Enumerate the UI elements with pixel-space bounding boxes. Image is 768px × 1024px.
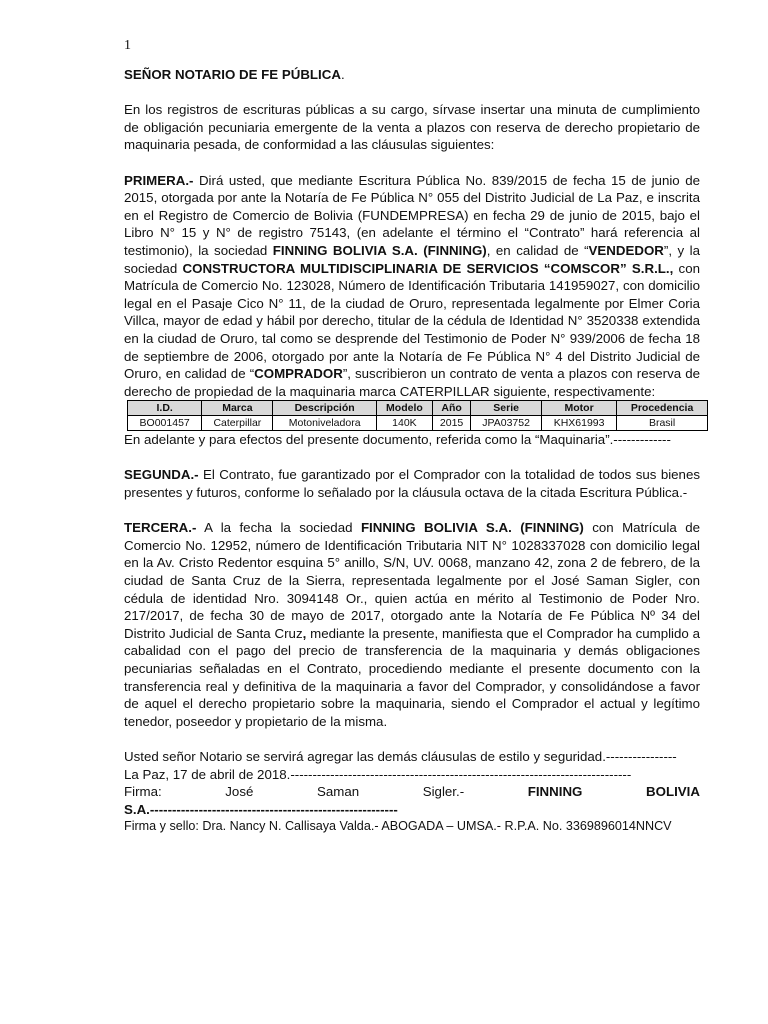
clause-text: A la fecha la sociedad xyxy=(196,520,361,536)
table-header-row xyxy=(128,401,708,416)
machinery-table xyxy=(127,400,708,431)
clause-primera xyxy=(124,172,700,401)
heading xyxy=(124,66,700,84)
table-header-cell: I.D. xyxy=(128,401,202,416)
table-cell: BO001457 xyxy=(128,416,202,431)
seal-line: Firma y sello: Dra. Nancy N. Callisaya Valda.- ABOGADA – UMSA.- R.P.A. No. 3369896014NNCV xyxy=(124,819,672,834)
bold-comma: , xyxy=(302,625,307,641)
role-name: COMPRADOR xyxy=(254,366,343,382)
table-header-cell: Procedencia xyxy=(617,401,708,416)
signature-company-word: FINNING xyxy=(527,784,583,800)
signature-word: Saman xyxy=(316,784,360,800)
party-name: CONSTRUCTORA MULTIDISCIPLINARIA DE SERVICIOS “COMSCOR” S.R.L., xyxy=(182,260,674,276)
clause-text: mediante la presente, manifiesta que el Comprador ha cumplido a cabalidad con el pago del precio de transferencia de la maquinaria y demás obligaciones pecuniarias señaladas en el Contrato, procediendo mediante el presente documento con la transferencia real y definitiva de la maquinaria a favor del Comprador, y consolidándose a favor de aquel el derecho propietario sobre la maquinaria, siendo el Comprador el actual y legítimo tenedor, poseedor y propietario de la misma. xyxy=(124,625,700,729)
clause-text: ”, suscribieron un contrato de venta a plazos con reserva de derecho de propiedad de la maquinaria marca CATERPILLAR siguiente, respectivamente: xyxy=(124,366,700,399)
signature-line xyxy=(124,783,700,801)
table-cell: 2015 xyxy=(433,416,471,431)
table-cell: Caterpillar xyxy=(202,416,273,431)
party-name: FINNING BOLIVIA S.A. (FINNING) xyxy=(272,242,487,258)
table-header-cell: Motor xyxy=(542,401,617,416)
signature-company-word: BOLIVIA xyxy=(646,784,700,800)
table-header-cell: Descripción xyxy=(273,401,376,416)
intro-paragraph: En los registros de escrituras públicas a su cargo, sírvase insertar una minuta de cumplimiento de obligación pecuniaria emergente de la venta a plazos con reserva de derecho propietario de maquinaria pesada, de conformidad a las cláusulas siguientes: xyxy=(124,102,700,153)
table-cell: Brasil xyxy=(617,416,708,431)
after-table-line: En adelante y para efectos del presente documento, referida como la “Maquinaria”.------------- xyxy=(124,432,671,448)
table-header-cell: Modelo xyxy=(376,401,432,416)
clause-text: , en calidad de “ xyxy=(486,242,589,258)
table-cell: Motoniveladora xyxy=(273,416,376,431)
document-body xyxy=(124,66,700,836)
signature-word: José xyxy=(225,784,254,800)
clause-tercera xyxy=(124,519,700,730)
clause-label: PRIMERA.- xyxy=(124,172,194,188)
heading-period: . xyxy=(340,67,345,82)
table-header-cell: Serie xyxy=(471,401,542,416)
heading-text: SEÑOR NOTARIO DE FE PÚBLICA xyxy=(124,67,341,82)
closing-line: Usted señor Notario se servirá agregar las demás cláusulas de estilo y seguridad.---------------- xyxy=(124,748,677,764)
clause-text: Dirá usted, que mediante Escritura Pública No. 839/2015 de fecha 15 de junio de 2015, otorgada por ante la Notaría de Fe Pública N° 055 del Distrito Judicial de La Paz, e inscrita en el Registro de Comercio de Bolivia (FUNDEMPRESA) en fecha 29 de junio de 2015, bajo el Libro N° 15 y N° de registro 75143, (en adelante el término el “Contrato” hará referencia al testimonio), la sociedad xyxy=(124,172,700,258)
table-cell: 140K xyxy=(376,416,432,431)
table-header-cell: Marca xyxy=(202,401,273,416)
clause-label: TERCERA.- xyxy=(124,520,197,536)
clause-label: SEGUNDA.- xyxy=(124,467,199,483)
signature-line-continued xyxy=(124,801,700,819)
role-name: VENDEDOR xyxy=(588,242,664,258)
clause-text: ”, y la sociedad xyxy=(124,242,701,276)
party-name: FINNING BOLIVIA S.A. (FINNING) xyxy=(360,520,584,536)
signature-company-end: S.A.-------------------------------------------------------- xyxy=(124,801,398,817)
clause-text: con Matrícula de Comercio No. 12952, número de Identificación Tributaria NIT N° 1028337028 con domicilio legal en la Av. Cristo Redentor esquina 5° anillo, S/N, UV. 0068, manzano 42, zona 2 de febrero, de la ciudad de Santa Cruz de la Sierra, representada legalmente por el José Saman Sigler, con cédula de identidad Nro. 3094148 Or., quien actúa en mérito al Testimonio de Poder Nro. 217/2017, de fecha 30 de mayo de 2017, otorgado ante la Notaría de Fe Pública Nº 34 del Distrito Judicial de Santa Cruz xyxy=(124,520,700,641)
page-number: 1 xyxy=(124,38,131,53)
table-cell: KHX61993 xyxy=(542,416,617,431)
table-row xyxy=(128,416,708,431)
clause-text: con Matrícula de Comercio No. 123028, Número de Identificación Tributaria 141959027, con domicilio legal en el Pasaje Cico N° 11, de la ciudad de Oruro, representada legalmente por Elmer Coria Villca, mayor de edad y hábil por derecho, titular de la cédula de Identidad N° 3520338 extendida en la ciudad de Oruro, tal como se desprende del Testimonio de Poder N° 939/2006 de fecha 18 de septiembre de 2006, otorgado por ante la Notaría de Fe Pública N° 4 del Distrito Judicial de Oruro, en calidad de “ xyxy=(124,260,700,382)
table-header-cell: Año xyxy=(433,401,471,416)
signature-word: Sigler.- xyxy=(422,784,465,800)
clause-text: El Contrato, fue garantizado por el Comprador con la totalidad de todos sus bienes presentes y futuros, conforme lo señalado por la cláusula octava de la citada Escritura Pública.- xyxy=(124,467,700,501)
clause-segunda xyxy=(124,466,700,501)
table-cell: JPA03752 xyxy=(471,416,542,431)
signature-word: Firma: xyxy=(124,784,162,800)
date-line: La Paz, 17 de abril de 2018.----------------------------------------------------------------------------- xyxy=(124,766,632,782)
